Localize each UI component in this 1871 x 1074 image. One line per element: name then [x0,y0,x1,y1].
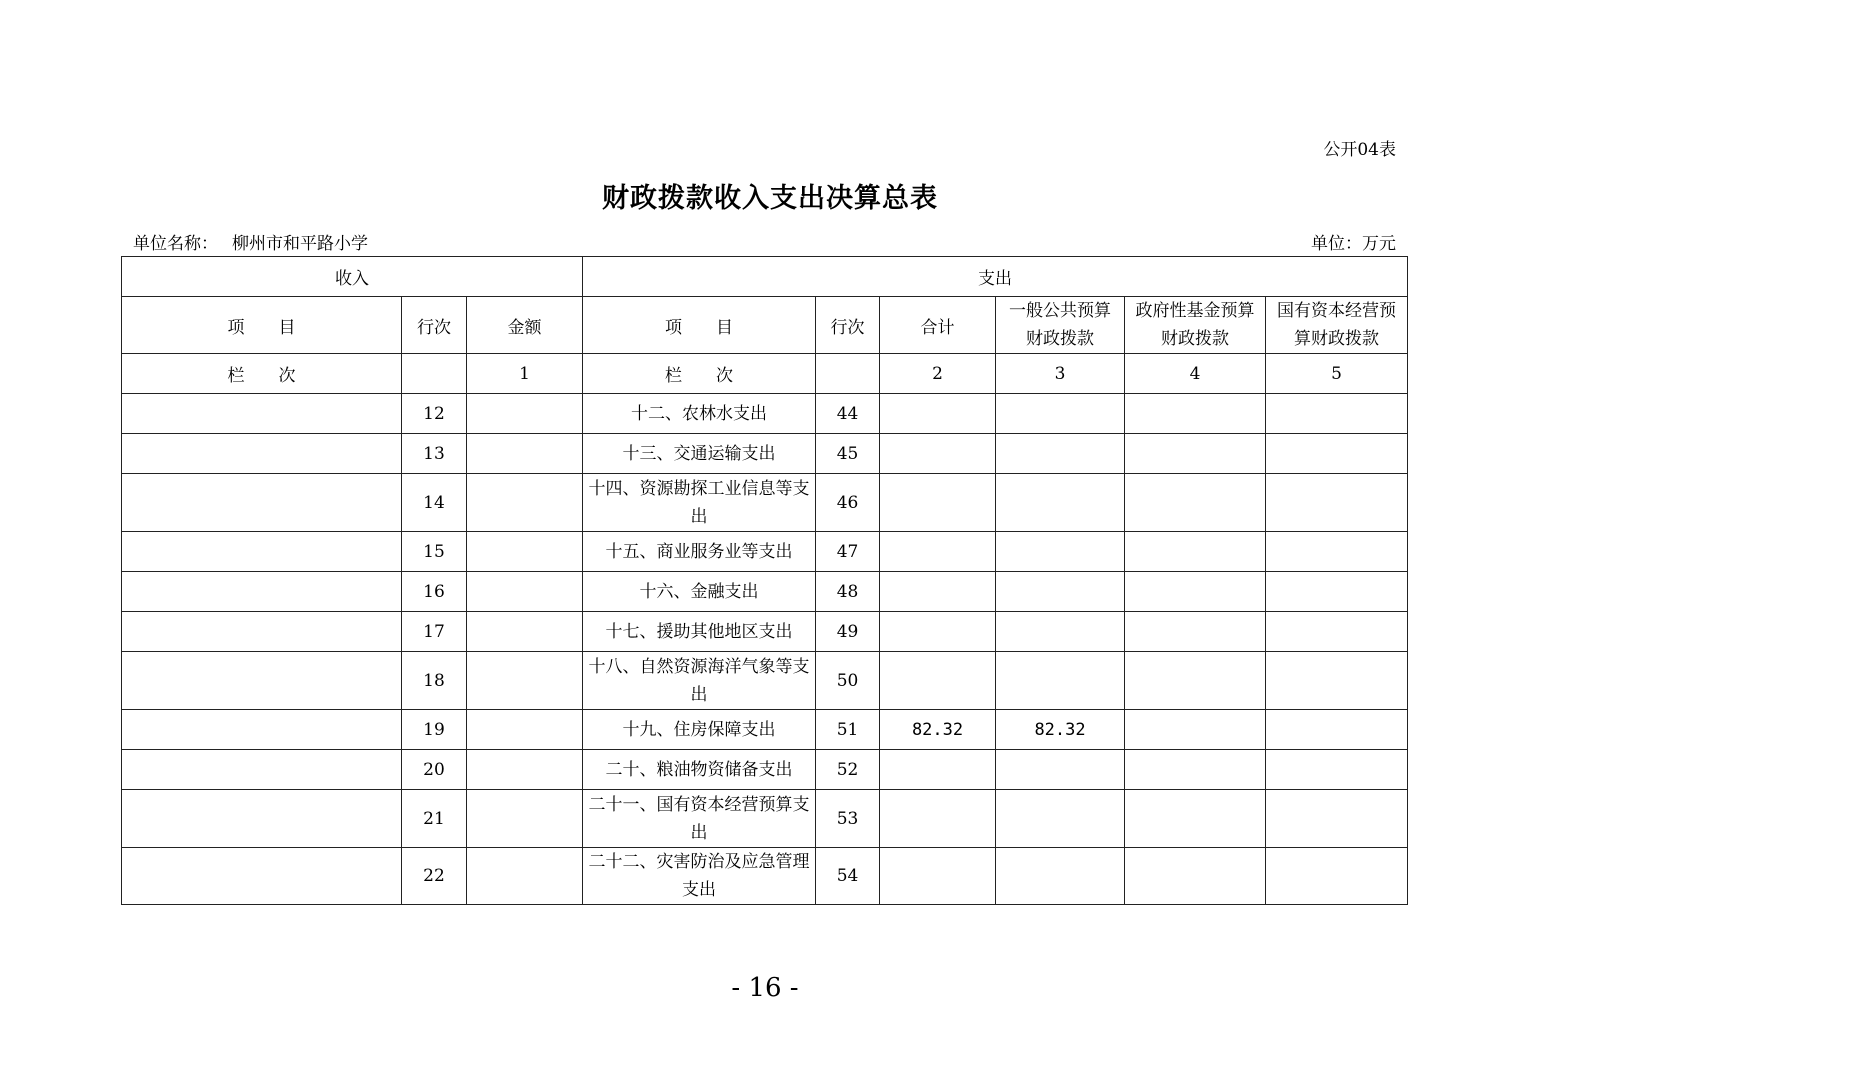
general-budget-amount [996,848,1125,905]
state-capital-amount [1266,790,1408,848]
expense-header: 支出 [583,257,1408,297]
state-capital-amount [1266,572,1408,612]
total-amount [880,474,996,532]
expense-item: 十九、住房保障支出 [583,710,816,750]
column-number-5: 5 [1266,354,1408,394]
income-amount [467,572,583,612]
unit-name-label: 单位名称： [133,234,218,254]
general-budget-amount [996,612,1125,652]
income-row-no-header: 行次 [402,297,467,354]
table-row [122,710,1408,750]
income-row-no: 16 [402,572,467,612]
income-item [122,394,402,434]
expense-row-no: 52 [816,750,880,790]
income-item [122,532,402,572]
expense-row-no: 47 [816,532,880,572]
table-row [122,394,1408,434]
general-budget-header: 一般公共预算财政拨款 [996,297,1125,354]
state-capital-amount [1266,750,1408,790]
table-row [122,532,1408,572]
table-row [122,652,1408,710]
expense-row-no: 48 [816,572,880,612]
unit-name-line [133,229,368,254]
general-budget-amount: 82.32 [996,710,1125,750]
table-row [122,434,1408,474]
gov-fund-amount [1125,572,1266,612]
expense-row-no-blank [816,354,880,394]
total-header: 合计 [880,297,996,354]
general-budget-amount [996,652,1125,710]
page-number: - 16 - [731,973,799,1003]
expense-item: 十三、交通运输支出 [583,434,816,474]
income-row-no: 15 [402,532,467,572]
expense-item: 十八、自然资源海洋气象等支出 [583,652,816,710]
general-budget-amount [996,750,1125,790]
total-amount [880,652,996,710]
state-capital-amount [1266,434,1408,474]
income-row-no: 19 [402,710,467,750]
income-item [122,652,402,710]
general-budget-amount [996,394,1125,434]
gov-fund-amount [1125,710,1266,750]
expense-item: 二十二、灾害防治及应急管理支出 [583,848,816,905]
general-budget-amount [996,532,1125,572]
income-amount [467,652,583,710]
income-column-label: 栏 次 [122,354,402,394]
income-item [122,750,402,790]
gov-fund-amount [1125,434,1266,474]
table-row [122,848,1408,905]
gov-fund-amount [1125,612,1266,652]
expense-row-no: 44 [816,394,880,434]
expense-item: 二十、粮油物资储备支出 [583,750,816,790]
table-row [122,474,1408,532]
column-number-4: 4 [1125,354,1266,394]
total-amount [880,848,996,905]
state-capital-amount [1266,474,1408,532]
expense-item: 十六、金融支出 [583,572,816,612]
column-number-2: 2 [880,354,996,394]
income-item [122,710,402,750]
total-amount [880,394,996,434]
income-item [122,790,402,848]
total-amount [880,532,996,572]
income-header: 收入 [122,257,583,297]
page-title: 财政拨款收入支出决算总表 [602,183,938,214]
expense-row-no-header: 行次 [816,297,880,354]
expense-item: 十七、援助其他地区支出 [583,612,816,652]
expense-row-no: 53 [816,790,880,848]
expense-item: 十二、农林水支出 [583,394,816,434]
total-amount [880,612,996,652]
income-row-no: 22 [402,848,467,905]
total-amount: 82.32 [880,710,996,750]
state-capital-amount [1266,612,1408,652]
table-row [122,612,1408,652]
table-row [122,790,1408,848]
gov-fund-amount [1125,474,1266,532]
income-row-no: 20 [402,750,467,790]
income-amount [467,848,583,905]
general-budget-amount [996,434,1125,474]
total-amount [880,572,996,612]
income-row-no: 12 [402,394,467,434]
income-amount [467,394,583,434]
gov-fund-amount [1125,848,1266,905]
form-number: 公开04表 [1323,140,1396,160]
income-item-header: 项 目 [122,297,402,354]
expense-column-label: 栏 次 [583,354,816,394]
table-row [122,572,1408,612]
unit-name-value: 柳州市和平路小学 [232,234,368,254]
income-item [122,474,402,532]
column-number-3: 3 [996,354,1125,394]
income-row-no-blank [402,354,467,394]
income-item [122,612,402,652]
income-amount [467,710,583,750]
income-item [122,848,402,905]
income-row-no: 17 [402,612,467,652]
state-capital-header: 国有资本经营预算财政拨款 [1266,297,1408,354]
income-amount [467,612,583,652]
expense-item-header: 项 目 [583,297,816,354]
gov-fund-amount [1125,790,1266,848]
total-amount [880,790,996,848]
state-capital-amount [1266,652,1408,710]
income-row-no: 13 [402,434,467,474]
gov-fund-amount [1125,750,1266,790]
income-amount-header: 金额 [467,297,583,354]
budget-table [121,256,1408,905]
income-row-no: 14 [402,474,467,532]
gov-fund-amount [1125,652,1266,710]
general-budget-amount [996,790,1125,848]
state-capital-amount [1266,532,1408,572]
state-capital-amount [1266,848,1408,905]
income-amount [467,474,583,532]
table-row [122,750,1408,790]
income-item [122,572,402,612]
income-amount [467,790,583,848]
expense-item: 十四、资源勘探工业信息等支出 [583,474,816,532]
income-amount [467,750,583,790]
income-row-no: 21 [402,790,467,848]
expense-row-no: 51 [816,710,880,750]
total-amount [880,750,996,790]
gov-fund-amount [1125,532,1266,572]
expense-row-no: 54 [816,848,880,905]
expense-item: 二十一、国有资本经营预算支出 [583,790,816,848]
income-row-no: 18 [402,652,467,710]
state-capital-amount [1266,710,1408,750]
general-budget-amount [996,572,1125,612]
expense-row-no: 45 [816,434,880,474]
expense-row-no: 50 [816,652,880,710]
income-amount [467,532,583,572]
expense-row-no: 46 [816,474,880,532]
gov-fund-amount [1125,394,1266,434]
income-item [122,434,402,474]
column-number-1: 1 [467,354,583,394]
general-budget-amount [996,474,1125,532]
state-capital-amount [1266,394,1408,434]
income-amount [467,434,583,474]
total-amount [880,434,996,474]
currency-unit: 单位：万元 [1311,234,1396,254]
expense-item: 十五、商业服务业等支出 [583,532,816,572]
gov-fund-header: 政府性基金预算财政拨款 [1125,297,1266,354]
expense-row-no: 49 [816,612,880,652]
